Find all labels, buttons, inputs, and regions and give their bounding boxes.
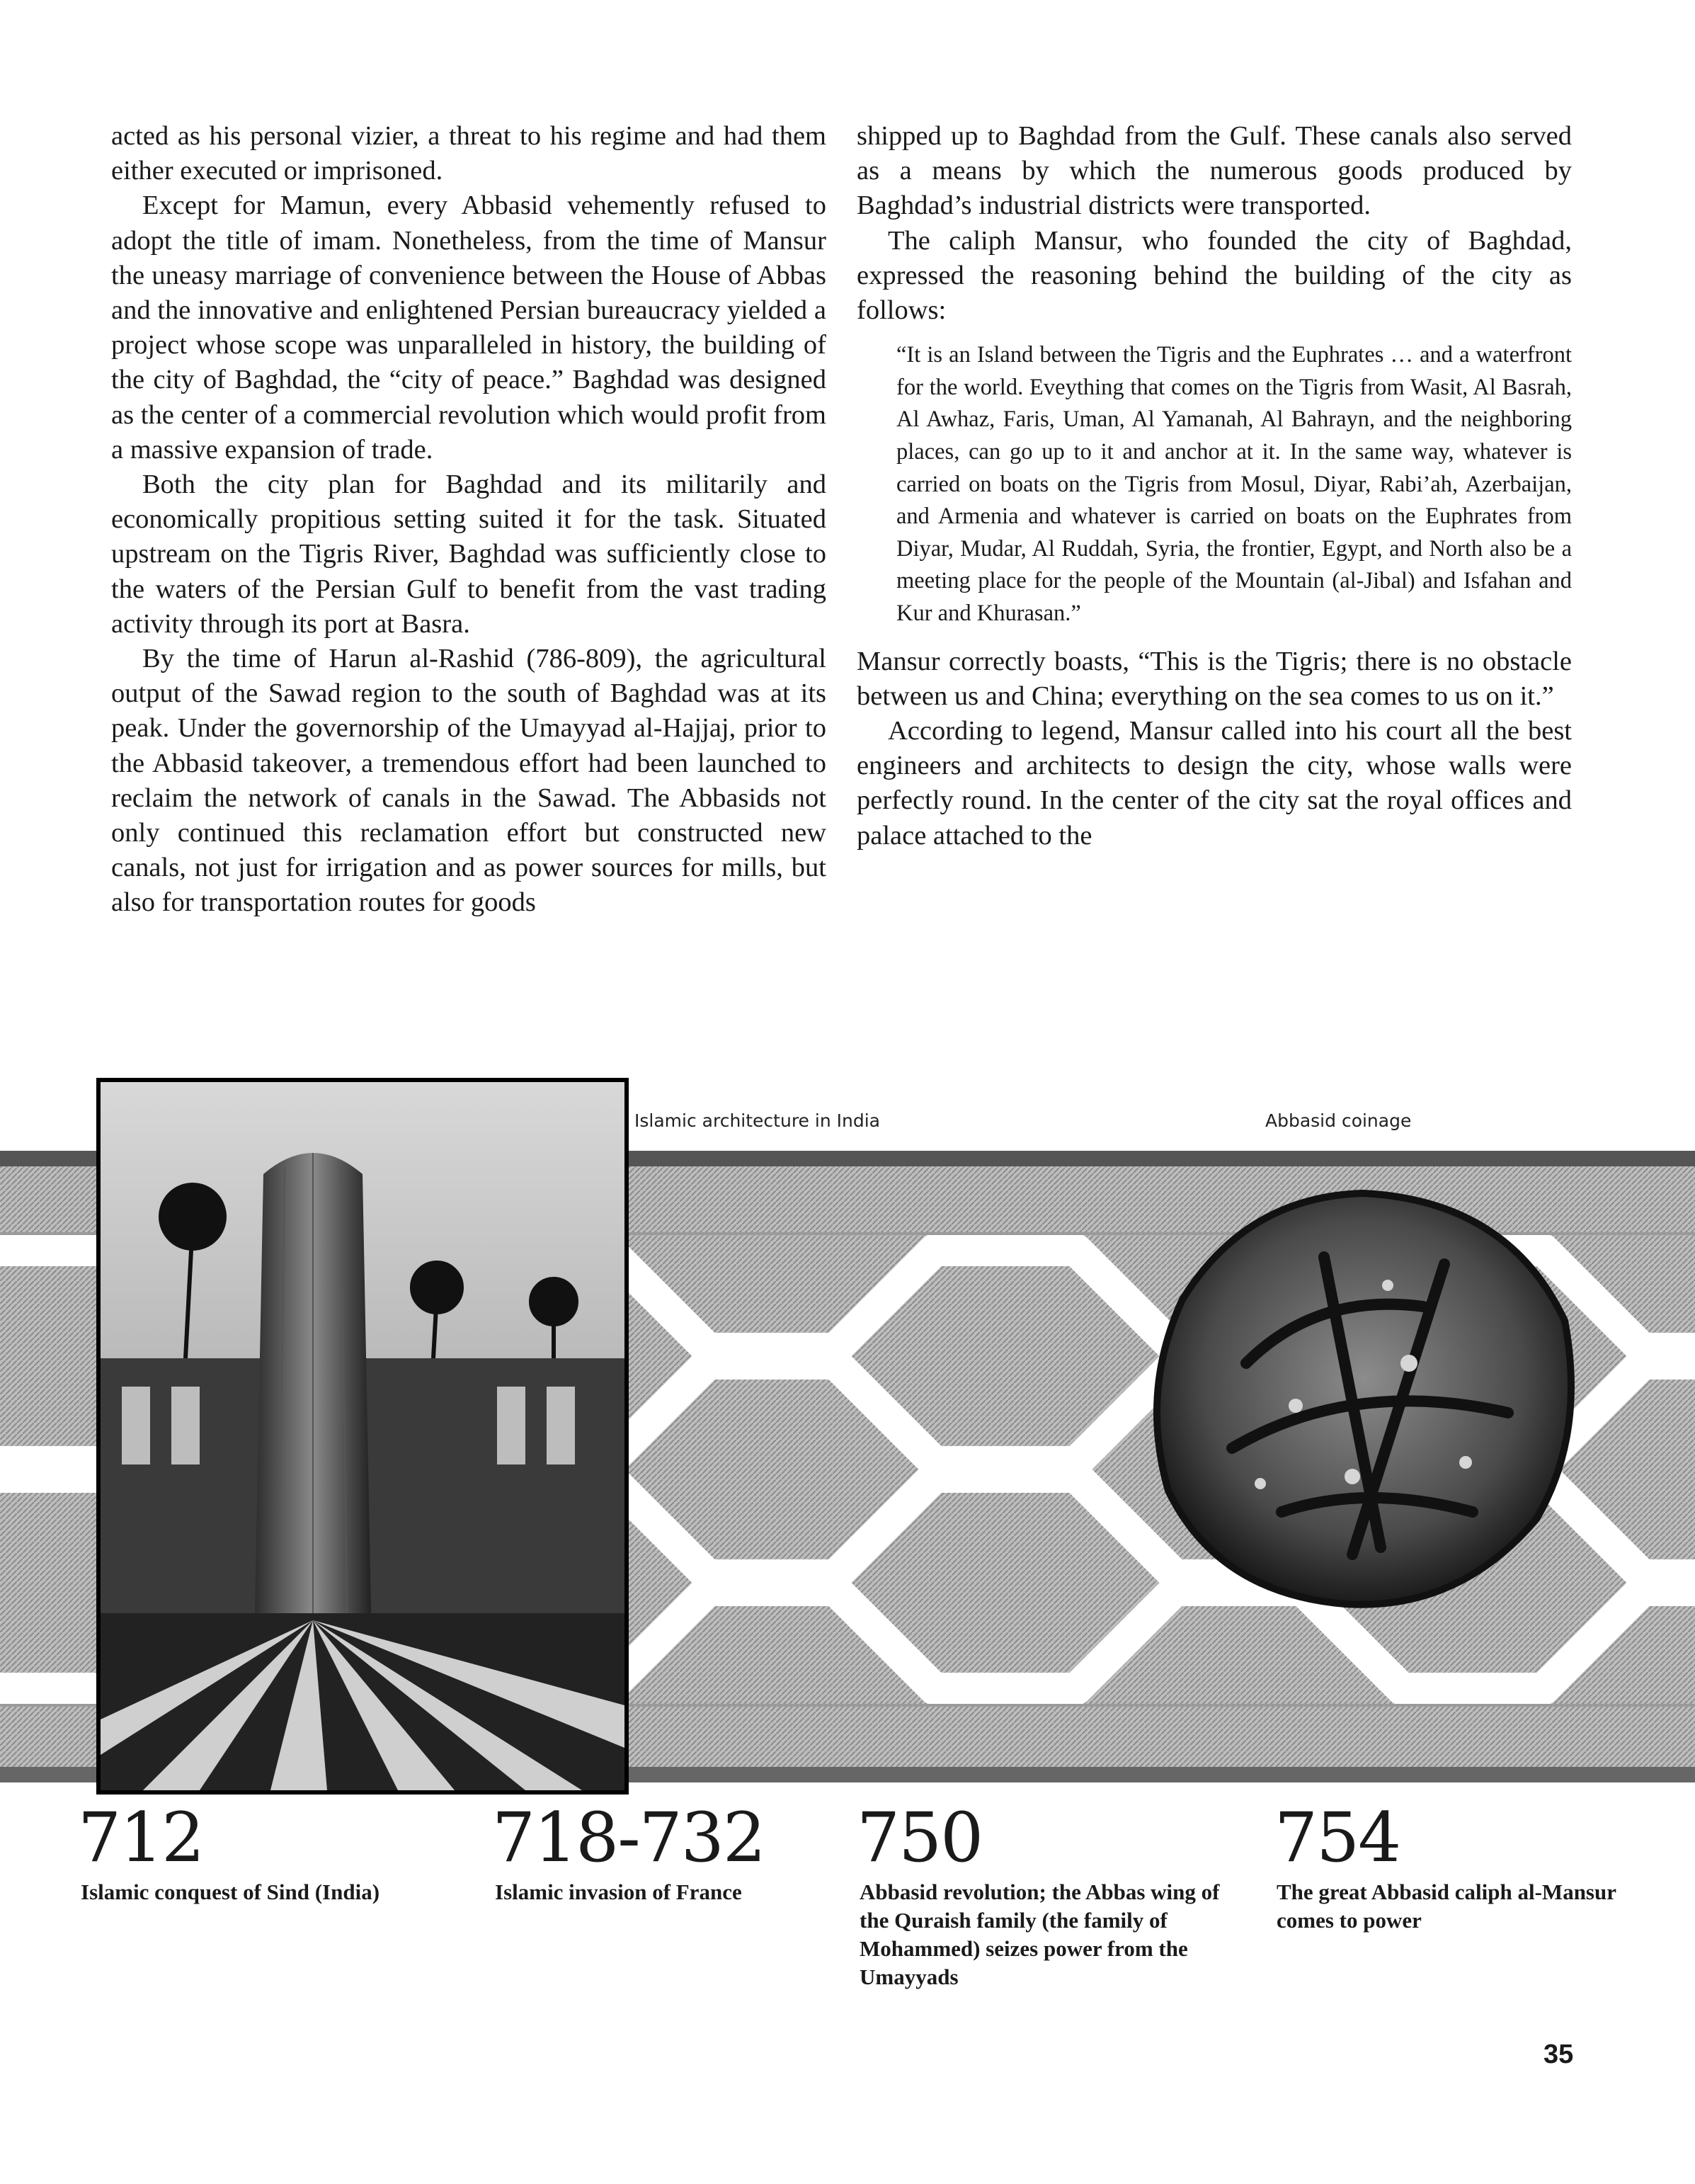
block-quote: “It is an Island between the Tigris and the Euphrates … and a waterfront for the world. Eveything that comes on the Tigris from Wasit, Al Basrah, Al Awhaz, Faris, Uman, Al Yamanah, Al Bahrayn, and the neighboring places, can go up to it and anchor at it. In the same way, whatever is carried on boats on the Tigris from Mosul, Diyar, Rabi’ah, Azerbaijan, and Armenia and whatever is carried on boats on the Euphrates from Diyar, Mudar, Al Ruddah, Syria, the frontier, Egypt, and North also be a meeting place for the people of the Mountain (al-Jibal) and Isfahan and Kur and Khurasan.” [896, 342, 1572, 626]
page-number: 35 [1543, 2040, 1574, 2069]
timeline-text: Islamic conquest of Sind (India) [81, 1879, 380, 1904]
paragraph: According to legend, Mansur called into his court all the best engineers and architects to design the city, whose walls were perfectly round. In the center of the city sat the royal offices and palace attached to the [857, 715, 1572, 851]
timeline-text: Islamic invasion of France [495, 1879, 742, 1904]
timeline-text: The great Abbasid caliph al-Mansur comes to power [1277, 1879, 1616, 1933]
paragraph: Except for Mamun, every Abbasid vehemently refused to adopt the title of imam. Nonetheless, from the time of Mansur the uneasy marriage of convenience between the House of Abbas and the innovative and enlightened Persian bureaucracy yielded a project whose scope was unparalleled in history, the building of the city of Baghdad, the “city of peace.” Baghdad was designed as the center of a commercial revolution which would profit from a massive expansion of trade. [111, 190, 826, 465]
paragraph: Both the city plan for Baghdad and its militarily and economically propitious setting suited it for the task. Situated upstream on the Tigris River, Baghdad was sufficiently close to the waters of the Persian Gulf to benefit from the vast trading activity through its port at Basra. [111, 470, 826, 639]
paragraph: shipped up to Baghdad from the Gulf. These canals also served as a means by which the numerous goods produced by Baghdad’s industrial districts were transported. [857, 121, 1572, 221]
right-text-column [857, 119, 1572, 853]
architecture-photo [96, 1078, 629, 1795]
timeline-year: 712 [78, 1798, 204, 1877]
caption-coinage: Abbasid coinage [1265, 1110, 1412, 1131]
timeline-year: 750 [857, 1798, 983, 1877]
timeline-year: 754 [1274, 1798, 1400, 1877]
caption-architecture: Islamic architecture in India [634, 1110, 880, 1131]
paragraph: By the time of Harun al-Rashid (786-809), the agricultural output of the Sawad region to the south of Baghdad was at its peak. Under the governorship of the Umayyad al-Hajjaj, prior to the Abbasid takeover, a tremendous effort had been launched to reclaim the network of canals in the Sawad. The Abbasids not only continued this reclamation effort but constructed new canals, not just for irrigation and as power sources for mills, but also for transportation routes for goods [111, 644, 826, 918]
paragraph: acted as his personal vizier, a threat to his regime and had them either executed or imprisoned. [111, 121, 826, 186]
left-text-column [111, 119, 826, 921]
paragraph: Mansur correctly boasts, “This is the Tigris; there is no obstacle between us and China; everything on the sea comes to us on it.” [857, 646, 1572, 711]
abbasid-coin-image [1140, 1179, 1586, 1618]
timeline-year: 718-732 [492, 1798, 765, 1877]
paragraph: The caliph Mansur, who founded the city of Baghdad, expressed the reasoning behind the building of the city as follows: [857, 225, 1572, 326]
timeline-text: Abbasid revolution; the Abbas wing of the Quraish family (the family of Mohammed) seizes power from the Umayyads [860, 1879, 1220, 1989]
